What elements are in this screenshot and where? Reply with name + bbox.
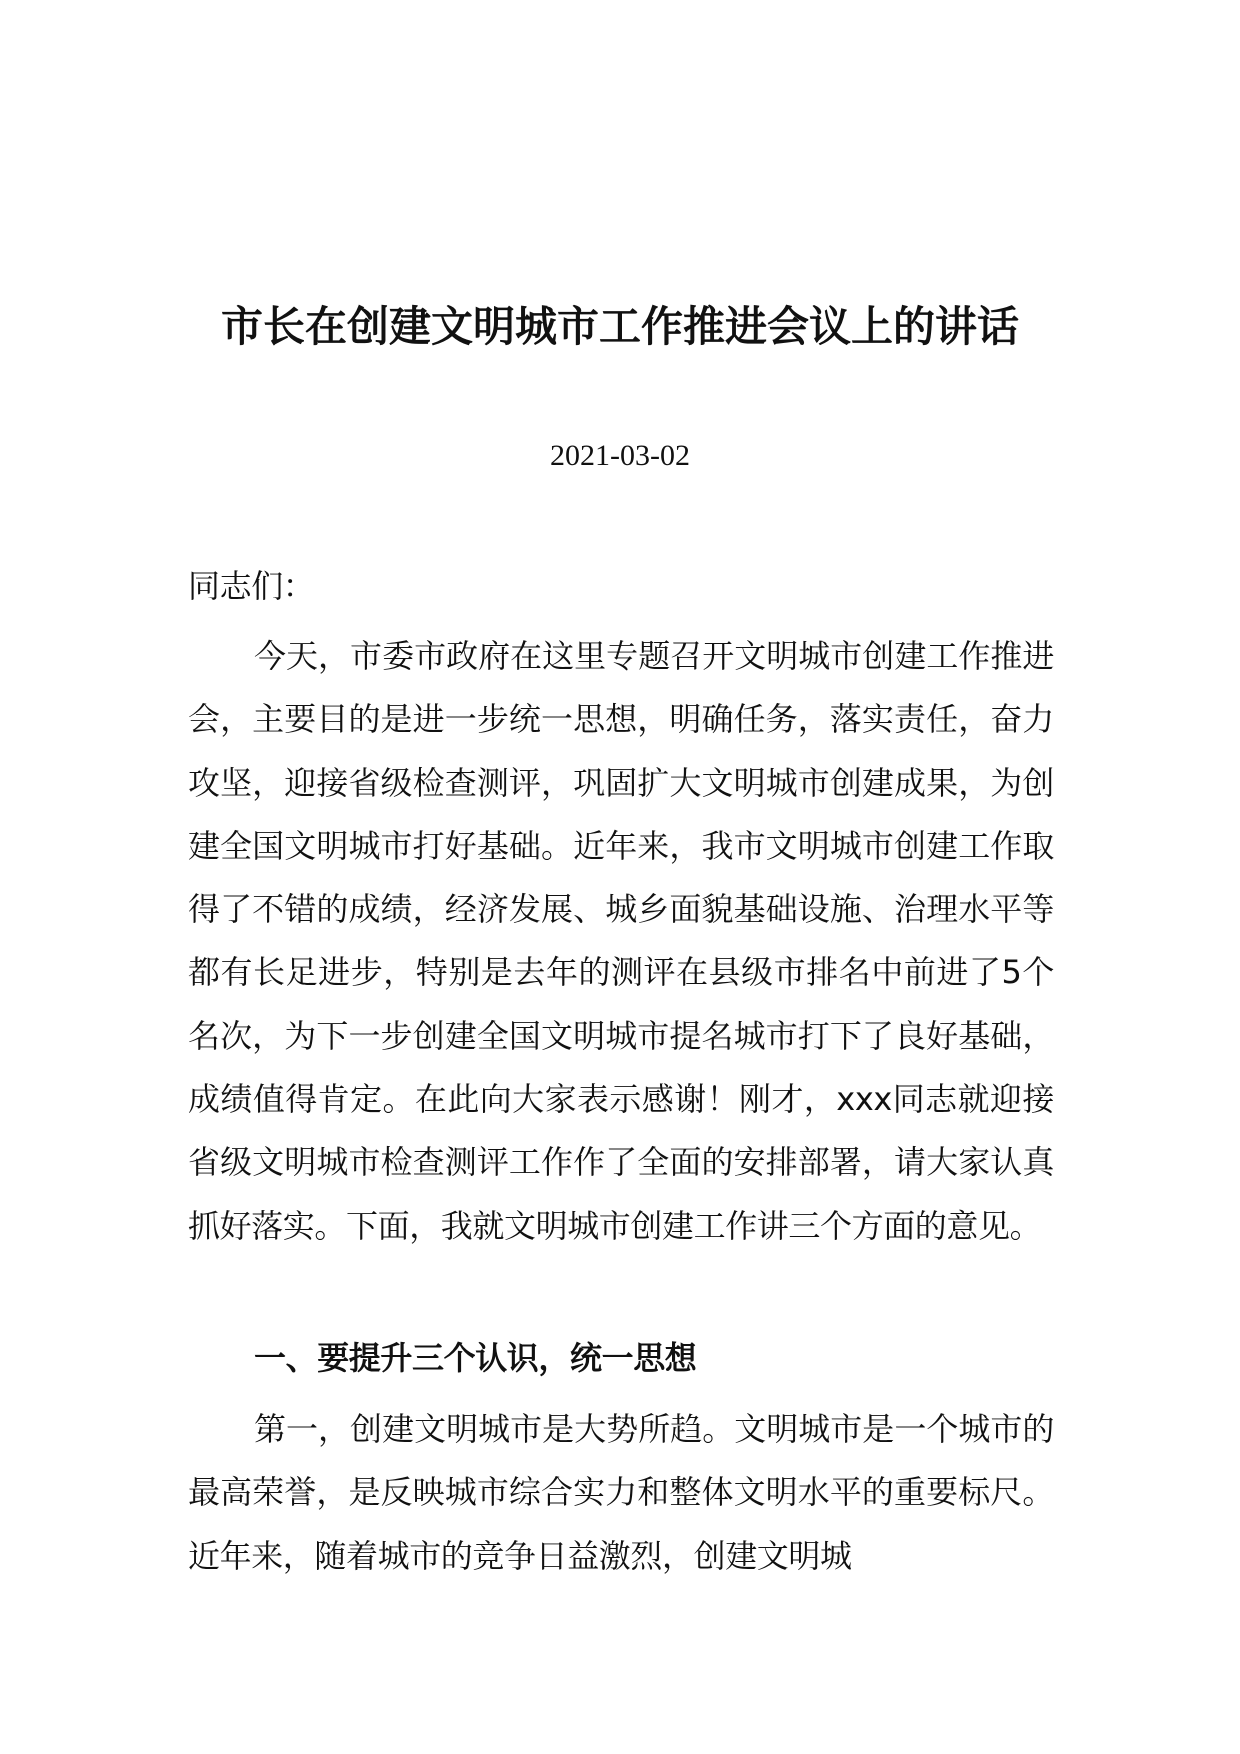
paragraph: 第一，创建文明城市是大势所趋。文明城市是一个城市的最高荣誉，是反映城市综合实力和整体文明水平的重要标尺。近年来，随着城市的竞争日益激烈，创建文明城 bbox=[188, 1410, 1054, 1575]
section-heading: 一、要提升三个认识，统一思想 bbox=[254, 1339, 697, 1377]
document-date: 2021-03-02 bbox=[550, 439, 690, 472]
paragraph: 今天，市委市政府在这里专题召开文明城市创建工作推进会，主要目的是进一步统一思想，明确任务，落实责任，奋力攻坚，迎接省级检查测评，巩固扩大文明城市创建成果，为创建全国文明城市打好基础。近年来，我市文明城市创建工作取得了不错的成绩，经济发展、城乡面貌基础设施、治理水平等都有长足进步，特别是去年的测评在县级市排名中前进了5个名次，为下一步创建全国文明城市提名城市打下了良好基础，成绩值得肯定。在此向大家表示感谢！刚才，xxx同志就迎接省级文明城市检查测评工作作了全面的安排部署，请大家认真抓好落实。下面，我就文明城市创建工作讲三个方面的意见。 bbox=[188, 637, 1054, 1245]
salutation: 同志们： bbox=[188, 567, 315, 605]
document-title: 市长在创建文明城市工作推进会议上的讲话 bbox=[220, 302, 1019, 351]
